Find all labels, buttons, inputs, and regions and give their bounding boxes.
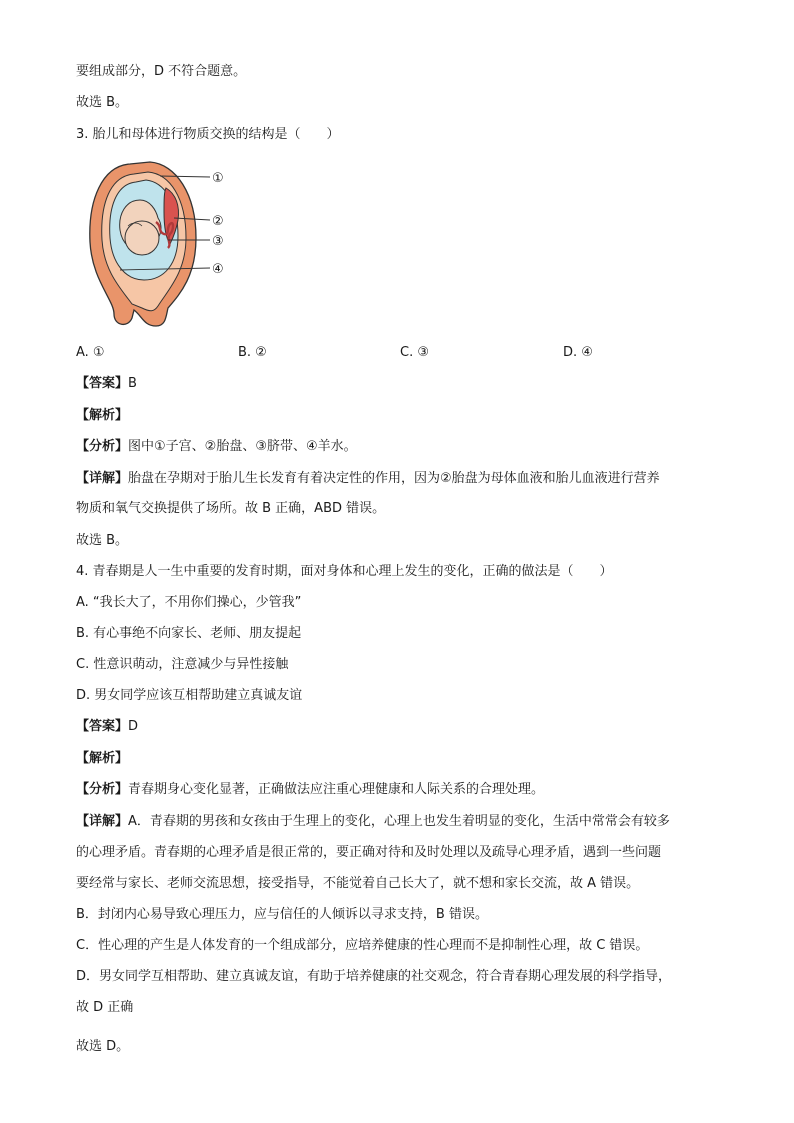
q3-xiangjie-2: 物质和氧气交换提供了场所。故 B 正确，ABD 错误。 (76, 501, 386, 516)
q4-stem: 4. 青春期是人一生中重要的发育时期，面对身体和心理上发生的变化，正确的做法是（ ） (76, 564, 613, 579)
fenxi-text: 图中①子宫、②胎盘、③脐带、④羊水。 (128, 439, 357, 454)
xiangjie-tag: 【详解】 (76, 814, 129, 829)
prev-explanation-tail: 要组成部分，D 不符合题意。 (76, 64, 247, 79)
q3-stem: 3. 胎儿和母体进行物质交换的结构是（ ） (76, 127, 340, 142)
label-1: ① (212, 171, 224, 186)
q4-d-explanation-2: 故 D 正确 (76, 1000, 134, 1015)
fenxi-tag: 【分析】 (76, 782, 129, 797)
q3-conclusion: 故选 B。 (76, 533, 129, 548)
q3-fenxi (76, 437, 357, 457)
q4-d-explanation-1: D．男女同学互相帮助、建立真诚友谊，有助于培养健康的社交观念，符合青春期心理发展的科学指导， (76, 969, 672, 984)
q4-xiangjie-2: 的心理矛盾。青春期的心理矛盾是很正常的，要正确对待和及时处理以及疏导心理矛盾，遇到一些问题 (76, 845, 662, 860)
q4-b-explanation: B．封闭内心易导致心理压力，应与信任的人倾诉以寻求支持，B 错误。 (76, 907, 488, 922)
label-4: ④ (212, 262, 224, 277)
answer-tag: 【答案】 (76, 376, 129, 391)
fenxi-tag: 【分析】 (76, 439, 129, 454)
answer-value: D (128, 719, 139, 734)
xiangjie-text: A．青春期的男孩和女孩由于生理上的变化，心理上也发生着明显的变化，生活中常常会有较多 (128, 814, 670, 829)
q4-option-d: D. 男女同学应该互相帮助建立真诚友谊 (76, 688, 303, 703)
answer-tag: 【答案】 (76, 719, 129, 734)
q3-answer (76, 374, 137, 394)
q4-fenxi (76, 780, 544, 800)
q3-option-d: D. ④ (563, 345, 593, 360)
label-2: ② (212, 214, 224, 229)
q4-c-explanation: C．性心理的产生是人体发育的一个组成部分，应培养健康的性心理而不是抑制性心理，故 C 错误。 (76, 938, 649, 953)
q4-option-c: C. 性意识萌动，注意减少与异性接触 (76, 657, 289, 672)
xiangjie-tag: 【详解】 (76, 471, 129, 486)
q4-answer (76, 717, 138, 737)
prev-conclusion: 故选 B。 (76, 95, 129, 110)
q4-conclusion: 故选 D。 (76, 1039, 130, 1054)
fenxi-text: 青春期身心变化显著，正确做法应注重心理健康和人际关系的合理处理。 (128, 782, 545, 797)
q3-option-a: A. ① (76, 345, 105, 360)
q4-option-a: A. “我长大了，不用你们操心，少管我” (76, 595, 302, 610)
q3-analysis-tag: 【解析】 (76, 408, 129, 423)
q3-option-c: C. ③ (400, 345, 429, 360)
q4-analysis-tag: 【解析】 (76, 751, 129, 766)
q4-xiangjie-1 (76, 812, 670, 832)
q4-xiangjie-3: 要经常与家长、老师交流思想，接受指导，不能觉着自己长大了，就不想和家长交流，故 A 错误。 (76, 876, 640, 891)
uterus-fetus-diagram (84, 160, 244, 330)
label-3: ③ (212, 234, 224, 249)
xiangjie-text: 胎盘在孕期对于胎儿生长发育有着决定性的作用，因为②胎盘为母体血液和胎儿血液进行营养 (128, 471, 660, 486)
q3-xiangjie-1 (76, 469, 660, 489)
q4-option-b: B. 有心事绝不向家长、老师、朋友提起 (76, 626, 302, 641)
q3-option-b: B. ② (238, 345, 267, 360)
answer-value: B (128, 376, 137, 391)
